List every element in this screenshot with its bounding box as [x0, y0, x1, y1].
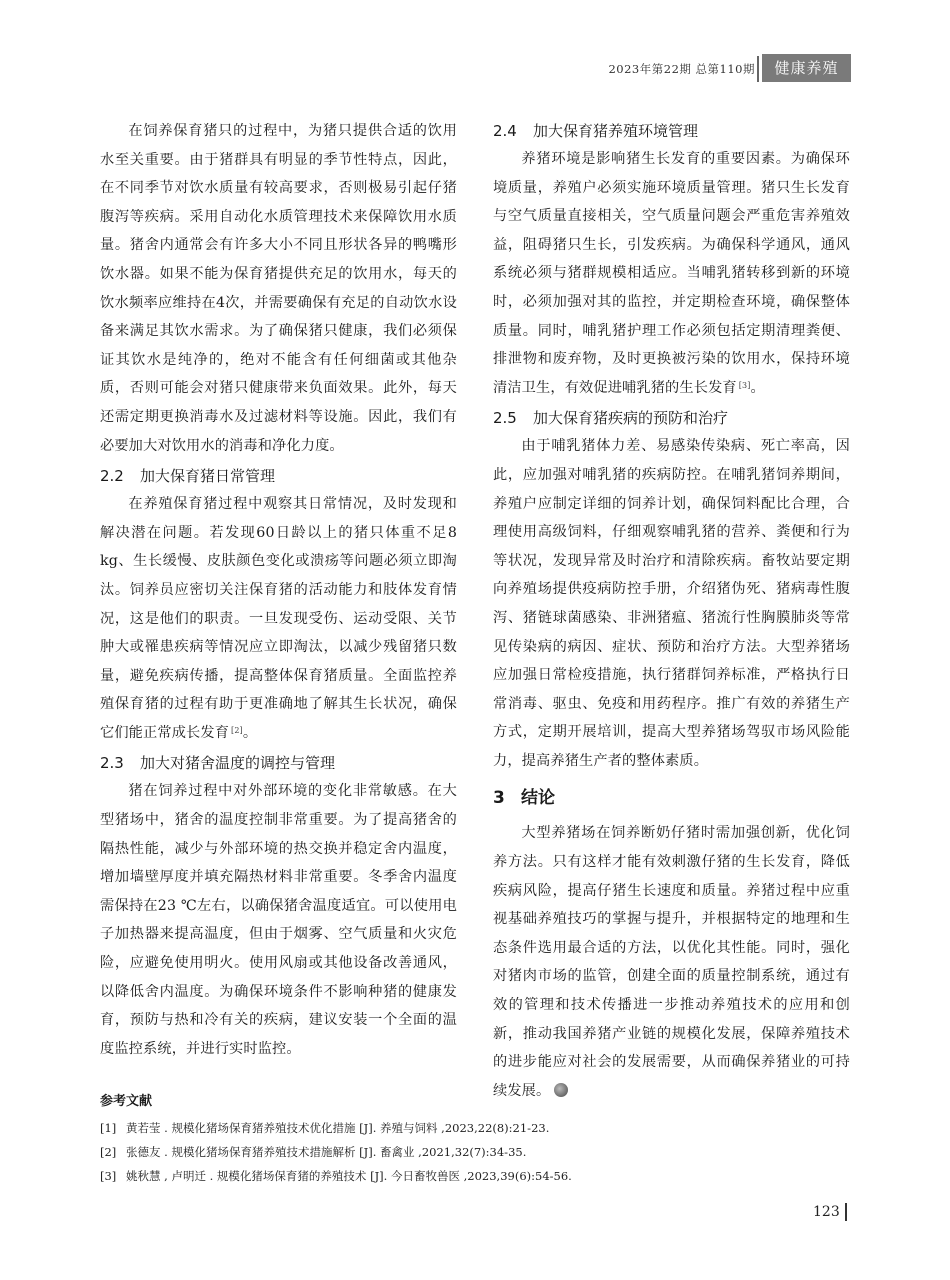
- paragraph-text: 养猪环境是影响猪生长发育的重要因素。为确保环境质量，养殖户必须实施环境质量管理。猪只生长发育与空气质量直接相关，空气质量问题会严重危害养殖效益，阻碍猪只生长，引发疾病。为确保科学通风，通风系统必须与猪群规模相适应。当哺乳猪转移到新的环境时，必须加强对其的监控，并定期检查环境，确保整体质量。同时，哺乳猪护理工作必须包括定期清理粪便、排泄物和废弃物，及时更换被污染的饮用水，保持环境清洁卫生，有效促进哺乳猪的生长发育: [493, 151, 850, 396]
- paragraph-end: 。: [242, 724, 258, 741]
- section-number: 2.3: [100, 754, 124, 773]
- paragraph-text: 在养殖保育猪过程中观察其日常情况，及时发现和解决潜在问题。若发现60日龄以上的猪只体重不足8 kg、生长缓慢、皮肤颜色变化或溃疡等问题必须立即淘汰。饲养员应密切关注保育猪的活动能力和肢体发育情况，这是他们的职责。一旦发现受伤、运动受限、关节肿大或罹患疾病等情况应立即淘汰，以减少残留猪只数量，避免疾病传播，提高整体保育猪质量。全面监控养殖保育猪的过程有助于更准确地了解其生长状况，确保它们能正常成长发育: [100, 496, 457, 741]
- section-number: 2.5: [493, 409, 517, 428]
- reference-item: [100, 1140, 860, 1164]
- paragraph-environment: [493, 145, 850, 402]
- references-title: 参考文献: [100, 1094, 153, 1109]
- header-divider: [757, 56, 759, 82]
- reference-text: 张德友 . 规模化猪场保育猪养殖技术措施解析 [J]. 畜禽业 ,2021,32(7):34-35.: [126, 1145, 527, 1159]
- section-heading-2-2: [100, 462, 457, 490]
- section-heading-3: [493, 783, 850, 813]
- section-heading-2-4: [493, 117, 850, 145]
- paragraph-daily-management: [100, 490, 457, 747]
- paragraph-text: 大型养猪场在饲养断奶仔猪时需加强创新，优化饲养方法。只有这样才能有效刺激仔猪的生长发育，降低疾病风险，提高仔猪生长速度和质量。养猪过程中应重视基础养殖技巧的掌握与提升，并根据特定的地理和生态条件选用最合适的方法，以优化其性能。同时，强化对猪肉市场的监管，创建全面的质量控制系统，通过有效的管理和技术传播进一步推动养殖技术的应用和创新，推动我国养猪产业链的规模化发展，保障养殖技术的进步能应对社会的发展需要，从而确保养猪业的可持续发展。: [493, 825, 850, 1099]
- reference-number: [1]: [100, 1121, 117, 1135]
- reference-number: [2]: [100, 1145, 117, 1159]
- left-column: [100, 117, 457, 1063]
- issue-info: 2023年第22期 总第110期: [608, 62, 755, 76]
- reference-text: 姚秋慧 , 卢明迁 . 规模化猪场保育猪的养殖技术 [J]. 今日畜牧兽医 ,2023,39(6):54-56.: [126, 1169, 572, 1183]
- section-tag: 健康养殖: [762, 54, 851, 82]
- section-title: 加大保育猪疾病的预防和治疗: [533, 409, 729, 428]
- paragraph-end: 。: [750, 379, 765, 396]
- section-number: 2.2: [100, 467, 124, 486]
- reference-number: [3]: [100, 1169, 117, 1183]
- reference-item: [100, 1164, 860, 1188]
- page-number: 123: [813, 1204, 840, 1220]
- section-heading-2-5: [493, 404, 850, 432]
- paragraph-disease-prevention: 由于哺乳猪体力差、易感染传染病、死亡率高，因此，应加强对哺乳猪的疾病防控。在哺乳猪饲养期间，养殖户应制定详细的饲养计划，确保饲料配比合理，合理使用高级饲料，仔细观察哺乳猪的营养、粪便和行为等状况，发现异常及时治疗和清除疾病。畜牧站要定期向养殖场提供疫病防控手册，介绍猪伪死、猪病毒性腹泻、猪链球菌感染、非洲猪瘟、猪流行性胸膜肺炎等常见传染病的病因、症状、预防和治疗方法。大型养猪场应加强日常检疫措施，执行猪群饲养标准，严格执行日常消毒、驱虫、免疫和用药程序。推广有效的养猪生产方式，定期开展培训，提高大型养猪场驾驭市场风险能力，提高养猪生产者的整体素质。: [493, 438, 850, 769]
- reference-item: [100, 1116, 860, 1140]
- right-column: [493, 117, 850, 1105]
- page-header: [0, 52, 950, 84]
- section-heading-2-3: [100, 749, 457, 777]
- paragraph-drinking-water: 在饲养保育猪只的过程中，为猪只提供合适的饮用水至关重要。由于猪群具有明显的季节性特点，因此，在不同季节对饮水质量有较高要求，否则极易引起仔猪腹泻等疾病。采用自动化水质管理技术来保障饮用水质量。猪舍内通常会有许多大小不同且形状各异的鸭嘴形饮水器。如果不能为保育猪提供充足的饮用水，每天的饮水频率应维持在4次，并需要确保有充足的自动饮水设备来满足其饮水需求。为了确保猪只健康，我们必须保证其饮水是纯净的，绝对不能含有任何细菌或其他杂质，否则可能会对猪只健康带来负面效果。此外，每天还需定期更换消毒水及过滤材料等设施。因此，我们有必要加大对饮用水的消毒和净化力度。: [100, 123, 457, 454]
- references-section: [100, 1092, 860, 1188]
- paragraph-conclusion: [493, 819, 850, 1105]
- section-number: 3: [493, 788, 505, 809]
- paragraph-temperature: 猪在饲养过程中对外部环境的变化非常敏感。在大型猪场中，猪舍的温度控制非常重要。为了提高猪舍的隔热性能，减少与外部环境的热交换并稳定舍内温度，增加墙壁厚度并填充隔热材料非常重要。冬季舍内温度需保持在23 ℃左右，以确保猪舍温度适宜。可以使用电子加热器来提高温度，但由于烟雾、空气质量和火灾危险，应避免使用明火。使用风扇或其他设备改善通风，以降低舍内温度。为确保环境条件不影响种猪的健康发育，预防与热和冷有关的疾病，建议安装一个全面的温度监控系统，并进行实时监控。: [100, 783, 457, 1057]
- section-title: 加大保育猪日常管理: [140, 467, 276, 486]
- citation: [3]: [738, 380, 751, 390]
- section-number: 2.4: [493, 122, 517, 140]
- reference-text: 黄若莹 . 规模化猪场保育猪养殖技术优化措施 [J]. 养殖与饲料 ,2023,22(8):21-23.: [126, 1121, 550, 1135]
- citation: [2]: [231, 725, 243, 735]
- page-number-bar: [845, 1203, 847, 1221]
- section-title: 加大保育猪养殖环境管理: [533, 122, 699, 140]
- section-title: 结论: [521, 788, 555, 809]
- section-title: 加大对猪舍温度的调控与管理: [140, 754, 336, 773]
